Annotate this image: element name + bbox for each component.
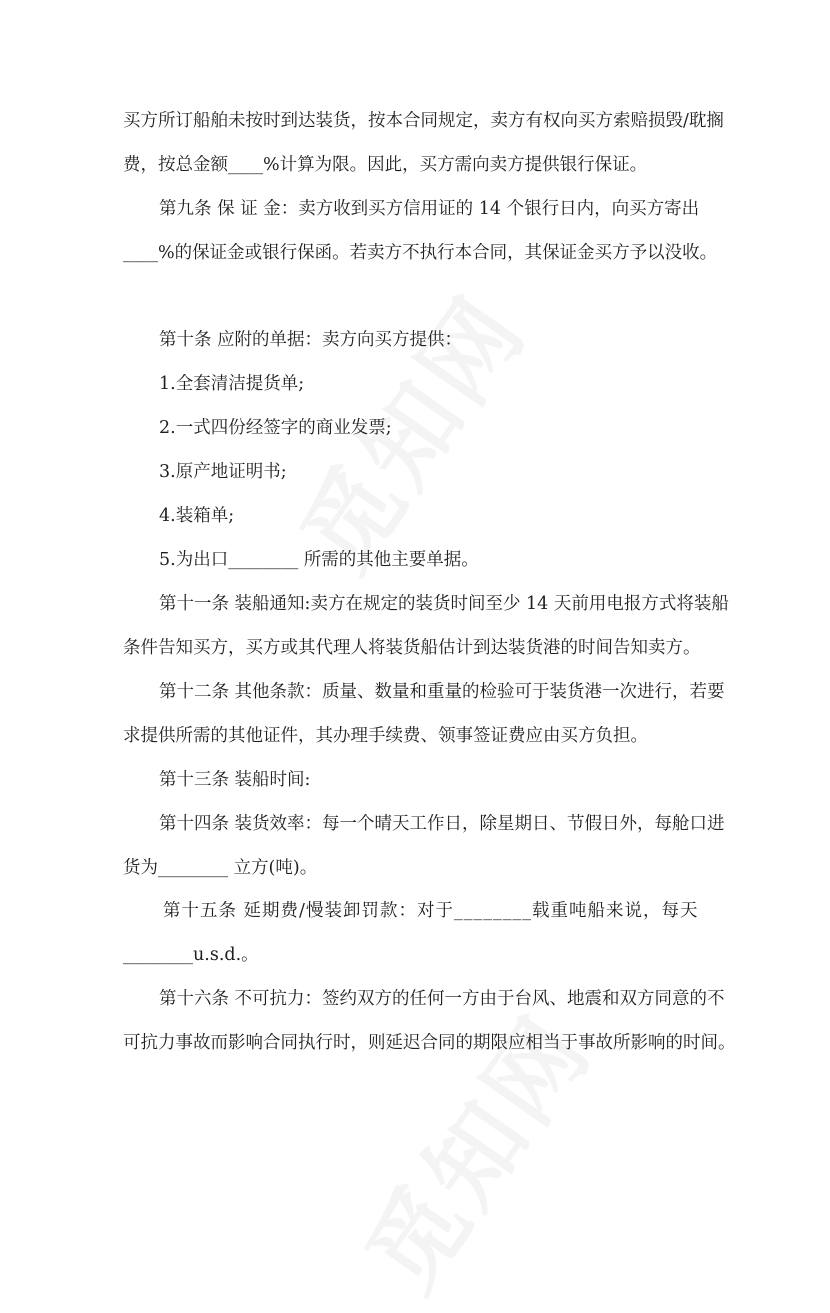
list-item: 4.装箱单; <box>159 506 235 526</box>
list-item: 1.全套清洁提货单; <box>159 374 305 394</box>
article-13-line: 第十三条 装船时间: <box>159 770 311 790</box>
article-15-line: ________u.s.d.。 <box>123 945 259 965</box>
article-10-heading: 第十条 应附的单据：卖方向买方提供： <box>159 330 463 350</box>
article-11-line: 第十一条 装船通知:卖方在规定的装货时间至少 14 天前用电报方式将装船 <box>159 594 729 614</box>
article-16-line: 第十六条 不可抗力：签约双方的任何一方由于台风、地震和双方同意的不 <box>159 989 725 1009</box>
paragraph-line: 费，按总金额____%计算为限。因此，买方需向卖方提供银行保证。 <box>123 155 648 175</box>
paragraph-line: 买方所订船舶未按时到达装货，按本合同规定，卖方有权向买方索赔损毁/耽搁 <box>123 111 724 131</box>
article-9-line: ____%的保证金或银行保函。若卖方不执行本合同，其保证金买方予以没收。 <box>123 243 718 263</box>
article-11-line: 条件告知买方，买方或其代理人将装货船估计到达装货港的时间告知卖方。 <box>123 638 701 658</box>
list-item: 5.为出口________ 所需的其他主要单据。 <box>159 550 479 570</box>
list-item: 3.原产地证明书; <box>159 462 287 482</box>
article-9-line: 第九条 保 证 金：卖方收到买方信用证的 14 个银行日内，向买方寄出 <box>159 199 700 219</box>
article-12-line: 求提供所需的其他证件，其办理手续费、领事签证费应由买方负担。 <box>123 726 648 746</box>
article-14-line: 货为________ 立方(吨)。 <box>123 858 318 878</box>
article-16-line: 可抗力事故而影响合同执行时，则延迟合同的期限应相当于事故所影响的时间。 <box>123 1033 736 1053</box>
list-item: 2.一式四份经签字的商业发票; <box>159 418 392 438</box>
article-15-line: 第十五条 延期费/慢装卸罚款：对于________载重吨船来说，每天 <box>163 901 699 921</box>
article-14-line: 第十四条 装货效率：每一个晴天工作日，除星期日、节假日外，每舱口进 <box>159 814 725 834</box>
article-12-line: 第十二条 其他条款：质量、数量和重量的检验可于装货港一次进行，若要 <box>159 682 725 702</box>
